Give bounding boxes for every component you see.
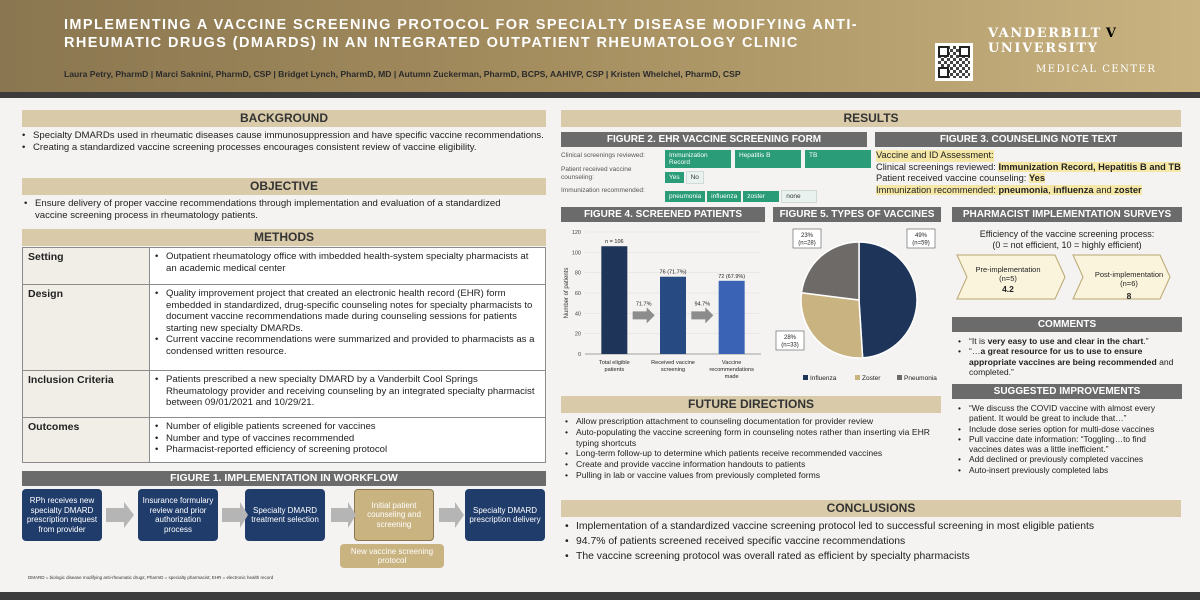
workflow-step-2: Insurance formulary review and prior authorization process [138, 489, 218, 541]
ehr-tag[interactable]: zoster [743, 191, 779, 202]
survey-pre [967, 265, 1049, 294]
row-label: Setting [23, 248, 150, 285]
survey-pre-n: (n=5) [999, 274, 1017, 283]
comments-heading: COMMENTS [952, 317, 1182, 332]
counseling-note [876, 150, 1181, 196]
arrow-label: 71.7% [635, 301, 652, 308]
y-tick-label: 100 [571, 250, 581, 257]
survey-scale: (0 = not efficient, 10 = highly efficient) [992, 240, 1142, 250]
y-tick-label: 60 [574, 291, 581, 297]
arrow-icon [691, 307, 713, 323]
legend-swatch [897, 375, 902, 380]
logo-word-2: UNIVERSITY [988, 41, 1099, 56]
objective-list [24, 198, 534, 221]
slice-count: (n=33) [781, 342, 799, 349]
list-item: • Include dose series option for multi-dose vaccines [958, 424, 1180, 434]
list-item: • Implementation of a standardized vaccine screening protocol led to successful screening in most eligible patients [565, 519, 1180, 534]
ehr-tag[interactable]: pneumonia [665, 191, 705, 202]
list-item: • Number of eligible patients screened for vaccines [155, 421, 540, 433]
background-heading: BACKGROUND [22, 110, 546, 127]
figure1-heading: FIGURE 1. IMPLEMENTATION IN WORKFLOW [22, 471, 546, 486]
list-item: • Create and provide vaccine information handouts to patients [565, 459, 940, 470]
arrow-icon [106, 502, 134, 528]
bar-chart [561, 224, 767, 394]
slice-count: (n=59) [912, 240, 930, 247]
survey-post-n: (n=6) [1120, 279, 1138, 288]
note-label: Clinical screenings reviewed: [876, 161, 996, 172]
footer-bar [0, 592, 1200, 600]
list-item: • Add declined or previously completed vaccines [958, 454, 1180, 464]
note-value: zoster [1114, 184, 1142, 195]
new-protocol-label: New vaccine screening protocol [340, 544, 444, 568]
workflow-step-3: Specialty DMARD treatment selection [245, 489, 325, 541]
figure5-heading: FIGURE 5. TYPES OF VACCINES [773, 207, 941, 222]
slice-percent: 28% [783, 335, 797, 341]
list-item [958, 336, 1180, 346]
list-item: • Auto-populating the vaccine screening form in counseling notes rather than inserting via EHR typing shortcuts [565, 427, 940, 449]
table-row [23, 418, 546, 463]
future-list [565, 416, 940, 481]
survey-question [952, 229, 1182, 251]
list-item: • Number and type of vaccines recommended [155, 433, 540, 445]
pie-chart [773, 224, 943, 392]
x-tick-label: patients [604, 367, 625, 373]
pie-slice-pneumonia [859, 242, 917, 358]
list-item: • Specialty DMARDs used in rheumatic diseases cause immunosuppression and have specific vaccine recommendations. [22, 130, 552, 142]
ehr-tag[interactable]: Yes [665, 172, 684, 183]
row-label: Outcomes [23, 418, 150, 463]
figure2-heading: FIGURE 2. EHR VACCINE SCREENING FORM [561, 132, 867, 147]
arrow-icon [633, 307, 655, 323]
ehr-tag[interactable]: none [781, 190, 817, 203]
table-row [23, 285, 546, 371]
list-item: • Pull vaccine date information: “Toggling…to find vaccines dates was a little inefficient.” [958, 434, 1180, 455]
list-item: • Allow prescription attachment to counseling documentation for provider review [565, 416, 940, 427]
ehr-row1-label: Clinical screenings reviewed: [561, 152, 645, 159]
comment-emphasis: a great resource for us to use to ensure appropriate vaccines are being recommended [969, 346, 1157, 367]
list-item: • Patients prescribed a new specialty DMARD by a Vanderbilt Cool Springs Rheumatology provider and receiving counseling by an integrated specialty pharmacist between 09/01/2021 and 10/29/21. [155, 374, 540, 409]
pie-slice-influenza [801, 242, 859, 300]
note-label: Immunization recommended: [876, 184, 996, 195]
ehr-row3-label: Immunization recommended: [561, 187, 645, 194]
ehr-row2-tags [665, 166, 704, 184]
x-tick-label: Total eligible [598, 360, 630, 366]
y-axis-label: Number of patients [564, 267, 570, 319]
list-item: • “We discuss the COVID vaccine with almost every patient. It would be great to include that…” [958, 403, 1180, 424]
surveys-heading: PHARMACIST IMPLEMENTATION SURVEYS [952, 207, 1182, 222]
methods-table [22, 247, 546, 463]
figure3-heading: FIGURE 3. COUNSELING NOTE TEXT [875, 132, 1182, 147]
comment-emphasis: very easy to use and clear in the chart [987, 336, 1144, 346]
workflow-step-5: Specialty DMARD prescription delivery [465, 489, 545, 541]
header-divider [0, 92, 1200, 98]
note-separator: , [1048, 184, 1051, 195]
list-item [958, 346, 1180, 377]
legend-label: Zoster [862, 375, 881, 382]
survey-post-value: 8 [1126, 291, 1132, 301]
future-heading: FUTURE DIRECTIONS [561, 396, 941, 413]
x-tick-label: screening [660, 367, 686, 373]
data-label: 76 (71.7%) [659, 269, 687, 276]
workflow-step-4: Initial patient counseling and screening [354, 489, 434, 541]
survey-post [1083, 270, 1175, 301]
legend-label: Influenza [810, 375, 837, 382]
objective-heading: OBJECTIVE [22, 178, 546, 195]
row-label: Inclusion Criteria [23, 371, 150, 418]
note-value: Immunization Record, Hepatitis B and TB [998, 161, 1181, 172]
vanderbilt-logo [988, 26, 1200, 75]
ehr-tag[interactable]: TB [805, 150, 871, 168]
ehr-tag[interactable]: No [686, 171, 704, 184]
y-tick-label: 120 [571, 230, 581, 236]
row-label: Design [23, 285, 150, 371]
figure1-footnote: DMARD = biologic disease modifying anti-rheumatic drugs; PharmD = specialty pharmacist; EHR = electronic health record [28, 575, 274, 580]
comment-text: .” [1143, 336, 1149, 346]
slice-percent: 23% [800, 233, 814, 239]
data-label: n = 106 [605, 239, 624, 246]
note-conjunction: and [1096, 184, 1112, 195]
ehr-row2-label: Patient received vaccine counseling: [561, 166, 632, 181]
background-list [22, 130, 552, 153]
x-tick-label: Vaccine [721, 360, 742, 366]
survey-pre-label: Pre-implementation [975, 265, 1041, 274]
bar-3 [719, 281, 745, 354]
legend-swatch [803, 375, 808, 380]
x-tick-label: recommendations [709, 367, 754, 373]
legend-swatch [855, 375, 860, 380]
poster-title: IMPLEMENTING A VACCINE SCREENING PROTOCOL FOR SPECIALTY DISEASE MODIFYING ANTI-RHEUMATIC DRUGS (DMARDS) IN AN INTEGRATED OUTPATIENT RHEUMATOLOGY CLINIC [64, 17, 859, 51]
x-tick-label: made [724, 374, 739, 380]
note-label: Patient received vaccine counseling: [876, 173, 1027, 183]
slice-count: (n=28) [798, 240, 816, 247]
slice-percent: 49% [914, 233, 928, 239]
workflow-step-1: RPh receives new specialty DMARD prescription request from provider [22, 489, 102, 541]
authors-line: Laura Petry, PharmD | Marci Saknini, PharmD, CSP | Bridget Lynch, PharmD, MD | Autumn Zuckerman, PharmD, BCPS, AAHIVP, CSP | Kristen Whelchel, PharmD, CSP [64, 69, 741, 79]
note-value: influenza [1053, 184, 1094, 195]
logo-word-1: VANDERBILT [988, 26, 1102, 41]
pie-slice-zoster [801, 293, 863, 358]
note-value: Yes [1028, 173, 1046, 183]
y-tick-label: 80 [574, 270, 581, 277]
list-item: • Auto-insert previously completed labs [958, 465, 1180, 475]
ehr-tag[interactable]: Immunization Record [665, 150, 731, 168]
y-tick-label: 40 [574, 311, 581, 318]
qr-code [935, 43, 973, 81]
figure4-heading: FIGURE 4. SCREENED PATIENTS [561, 207, 765, 222]
note-value: pneumonia [998, 184, 1049, 195]
list-item: • 94.7% of patients screened received specific vaccine recommendations [565, 534, 1180, 549]
methods-heading: METHODS [22, 229, 546, 246]
results-heading: RESULTS [561, 110, 1181, 127]
arrow-icon [222, 502, 248, 528]
ehr-tag[interactable]: influenza [707, 191, 741, 202]
arrow-label: 94.7% [694, 301, 711, 308]
list-item: • Ensure delivery of proper vaccine recommendations through implementation and evaluation of a standardized vaccine screening process in rheumatology patients. [24, 198, 534, 221]
comment-text: “… [969, 346, 981, 357]
conclusions-list [565, 519, 1180, 564]
comment-text: “It is [969, 336, 988, 346]
list-item: • Current vaccine recommendations were summarized and provided to pharmacists as a condensed written resource. [155, 334, 540, 357]
ehr-row3-tags [665, 185, 817, 203]
survey-question-text: Efficiency of the vaccine screening process: [979, 229, 1155, 239]
comment-text: and completed.” [969, 356, 1174, 378]
ehr-tag[interactable]: Hepatitis B [735, 150, 801, 168]
legend-label: Pneumonia [904, 375, 937, 382]
bar-1 [601, 246, 627, 354]
survey-post-label: Post-implementation [1094, 270, 1164, 279]
improvements-heading: SUGGESTED IMPROVEMENTS [952, 384, 1182, 399]
table-row [23, 371, 546, 418]
comments-list [958, 336, 1180, 378]
note-line: Vaccine and ID Assessment: [876, 150, 994, 160]
list-item: • Creating a standardized vaccine screening processes encourages consistent review of vaccine eligibility. [22, 142, 552, 154]
bar-2 [660, 277, 686, 354]
workflow-arrows [100, 500, 470, 530]
arrow-icon [331, 502, 356, 528]
list-item: • The vaccine screening protocol was overall rated as efficient by specialty pharmacists [565, 549, 1180, 564]
list-item: • Pharmacist-reported efficiency of screening protocol [155, 444, 540, 456]
list-item: • Long-term follow-up to determine which patients receive recommended vaccines [565, 448, 940, 459]
y-tick-label: 0 [577, 352, 581, 358]
survey-pre-value: 4.2 [1002, 284, 1014, 294]
x-tick-label: Received vaccine [651, 360, 695, 366]
logo-v-mark: V [1105, 26, 1118, 41]
list-item: • Outpatient rheumatology office with imbedded health-system specialty pharmacists at an academic medical center [155, 251, 540, 274]
list-item: • Pulling in lab or vaccine values from previously completed forms [565, 470, 940, 481]
y-tick-label: 20 [574, 331, 581, 338]
data-label: 72 (67.9%) [718, 273, 746, 280]
improvements-list [958, 403, 1180, 475]
conclusions-heading: CONCLUSIONS [561, 500, 1181, 517]
table-row [23, 248, 546, 285]
arrow-icon [439, 502, 464, 528]
logo-subtitle: MEDICAL CENTER [1036, 64, 1157, 75]
list-item: • Quality improvement project that created an electronic health record (EHR) form embedded in standardized, drug-specific counseling notes for specialty pharmacists to document vaccine recommendations made during counseling sessions for patients starting new specialty DMARDs. [155, 288, 540, 334]
